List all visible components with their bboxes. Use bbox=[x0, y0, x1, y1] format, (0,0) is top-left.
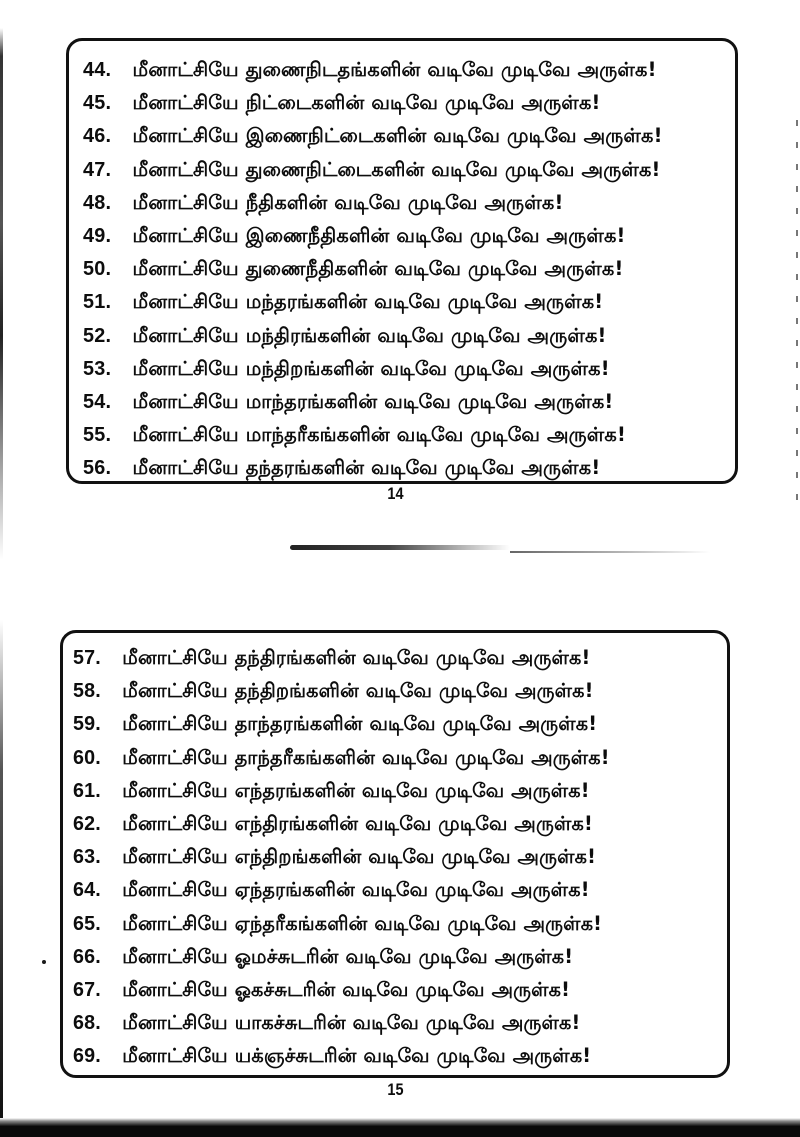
verse-number: 49. bbox=[83, 224, 112, 247]
verse-number: 60. bbox=[73, 746, 101, 769]
scan-edge-left-top bbox=[0, 0, 3, 560]
verse-line bbox=[83, 186, 729, 219]
verse-number: 64. bbox=[73, 879, 101, 902]
verse-box-page-15 bbox=[60, 630, 730, 1078]
verse-text: மீனாட்சியே தந்தரங்களின் வடிவே முடிவே அருள்க! bbox=[132, 456, 601, 480]
verse-line bbox=[83, 153, 729, 186]
verse-number: 54. bbox=[83, 390, 112, 413]
verse-line bbox=[83, 219, 729, 252]
verse-number: 67. bbox=[73, 978, 101, 1001]
verse-line bbox=[83, 352, 729, 385]
verse-line bbox=[73, 907, 717, 940]
verse-number: 55. bbox=[83, 424, 112, 447]
verse-number: 53. bbox=[83, 357, 112, 380]
verse-number: 61. bbox=[73, 779, 101, 802]
verse-line bbox=[83, 252, 729, 285]
verse-number: 47. bbox=[83, 158, 112, 181]
verse-text: மீனாட்சியே மந்தரங்களின் வடிவே முடிவே அருள்க! bbox=[132, 290, 604, 314]
verse-line bbox=[83, 451, 729, 484]
scan-edge-bottom-shade bbox=[0, 1118, 800, 1126]
verse-line bbox=[73, 873, 717, 906]
verse-number: 58. bbox=[73, 680, 101, 703]
page-number: 15 bbox=[387, 1080, 404, 1099]
verse-number: 45. bbox=[83, 92, 112, 115]
verse-line bbox=[83, 319, 729, 352]
verse-number: 63. bbox=[73, 846, 101, 869]
scan-edge-bottom bbox=[0, 1126, 800, 1137]
verse-line bbox=[73, 973, 717, 1006]
verse-text: மீனாட்சியே ஓகச்சுடரின் வடிவே முடிவே அருள்க! bbox=[122, 977, 571, 1001]
verse-number: 51. bbox=[83, 291, 112, 314]
verse-line bbox=[73, 940, 717, 973]
verse-line bbox=[73, 641, 717, 674]
scan-edge-left-bottom bbox=[0, 620, 3, 1120]
verse-text: மீனாட்சியே இணைநிட்டைகளின் வடிவே முடிவே அருள்க! bbox=[132, 124, 663, 148]
scan-edge-right bbox=[796, 120, 798, 500]
verse-number: 56. bbox=[83, 457, 112, 480]
verse-number: 44. bbox=[83, 59, 112, 81]
verse-number: 62. bbox=[73, 812, 101, 835]
verse-text: மீனாட்சியே எந்தரங்களின் வடிவே முடிவே அருள்க! bbox=[122, 778, 590, 802]
verse-line bbox=[73, 1039, 717, 1072]
verse-line bbox=[73, 674, 717, 707]
verse-text: மீனாட்சியே யாகச்சுடரின் வடிவே முடிவே அருள்க! bbox=[122, 1011, 581, 1035]
verse-text: மீனாட்சியே எந்திரங்களின் வடிவே முடிவே அருள்க! bbox=[122, 811, 593, 835]
verse-number: 52. bbox=[83, 324, 112, 347]
verse-number: 65. bbox=[73, 912, 101, 935]
verse-line bbox=[83, 285, 729, 318]
verse-line bbox=[83, 418, 729, 451]
verse-line bbox=[83, 53, 729, 86]
verse-line bbox=[73, 1006, 717, 1039]
page-number: 14 bbox=[387, 484, 404, 503]
verse-number: 46. bbox=[83, 125, 112, 148]
page-tear-mark-tail bbox=[510, 551, 710, 553]
page-tear-mark bbox=[290, 545, 510, 550]
verse-number: 69. bbox=[73, 1045, 101, 1068]
verse-box-page-14 bbox=[66, 38, 738, 484]
verse-text: மீனாட்சியே மாந்தரீகங்களின் வடிவே முடிவே அருள்க! bbox=[132, 423, 626, 447]
verse-number: 50. bbox=[83, 258, 112, 281]
verse-line bbox=[83, 119, 729, 152]
verse-line bbox=[73, 807, 717, 840]
verse-text: மீனாட்சியே நிட்டைகளின் வடிவே முடிவே அருள்க! bbox=[132, 91, 601, 115]
verse-number: 48. bbox=[83, 191, 112, 214]
verse-text: மீனாட்சியே தந்திறங்களின் வடிவே முடிவே அருள்க! bbox=[122, 679, 594, 703]
verse-text: மீனாட்சியே துணைநிடதங்களின் வடிவே முடிவே அருள்க! bbox=[132, 58, 657, 81]
verse-text: மீனாட்சியே எந்திறங்களின் வடிவே முடிவே அருள்க! bbox=[122, 845, 597, 869]
verse-line bbox=[73, 840, 717, 873]
verse-text: மீனாட்சியே துணைநீதிகளின் வடிவே முடிவே அருள்க! bbox=[132, 257, 624, 281]
verse-text: மீனாட்சியே தாந்தரீகங்களின் வடிவே முடிவே அருள்க! bbox=[122, 745, 610, 769]
verse-text: மீனாட்சியே நீதிகளின் வடிவே முடிவே அருள்க! bbox=[132, 190, 564, 214]
verse-text: மீனாட்சியே யக்ஞச்சுடரின் வடிவே முடிவே அருள்க! bbox=[122, 1044, 592, 1068]
verse-text: மீனாட்சியே ஏந்தரீகங்களின் வடிவே முடிவே அருள்க! bbox=[122, 911, 603, 935]
verse-number: 66. bbox=[73, 945, 101, 968]
verse-text: மீனாட்சியே மந்திரங்களின் வடிவே முடிவே அருள்க! bbox=[132, 323, 607, 347]
ink-speck bbox=[42, 960, 46, 964]
verse-text: மீனாட்சியே இணைநீதிகளின் வடிவே முடிவே அருள்க! bbox=[132, 223, 626, 247]
verse-text: மீனாட்சியே தாந்தரங்களின் வடிவே முடிவே அருள்க! bbox=[122, 712, 598, 736]
verse-text: மீனாட்சியே துணைநிட்டைகளின் வடிவே முடிவே அருள்க! bbox=[132, 157, 661, 181]
verse-text: மீனாட்சியே மந்திறங்களின் வடிவே முடிவே அருள்க! bbox=[132, 356, 610, 380]
verse-line bbox=[73, 774, 717, 807]
verse-line bbox=[73, 741, 717, 774]
verse-line bbox=[73, 707, 717, 740]
verse-text: மீனாட்சியே மாந்தரங்களின் வடிவே முடிவே அருள்க! bbox=[132, 389, 614, 413]
verse-text: மீனாட்சியே ஓமச்சுடரின் வடிவே முடிவே அருள்க! bbox=[122, 944, 574, 968]
verse-text: மீனாட்சியே ஏந்தரங்களின் வடிவே முடிவே அருள்க! bbox=[122, 878, 590, 902]
verse-text: மீனாட்சியே தந்திரங்களின் வடிவே முடிவே அருள்க! bbox=[122, 646, 591, 669]
verse-number: 68. bbox=[73, 1012, 101, 1035]
verse-number: 59. bbox=[73, 713, 101, 736]
verse-line bbox=[83, 86, 729, 119]
verse-number: 57. bbox=[73, 647, 101, 669]
verse-line bbox=[83, 385, 729, 418]
